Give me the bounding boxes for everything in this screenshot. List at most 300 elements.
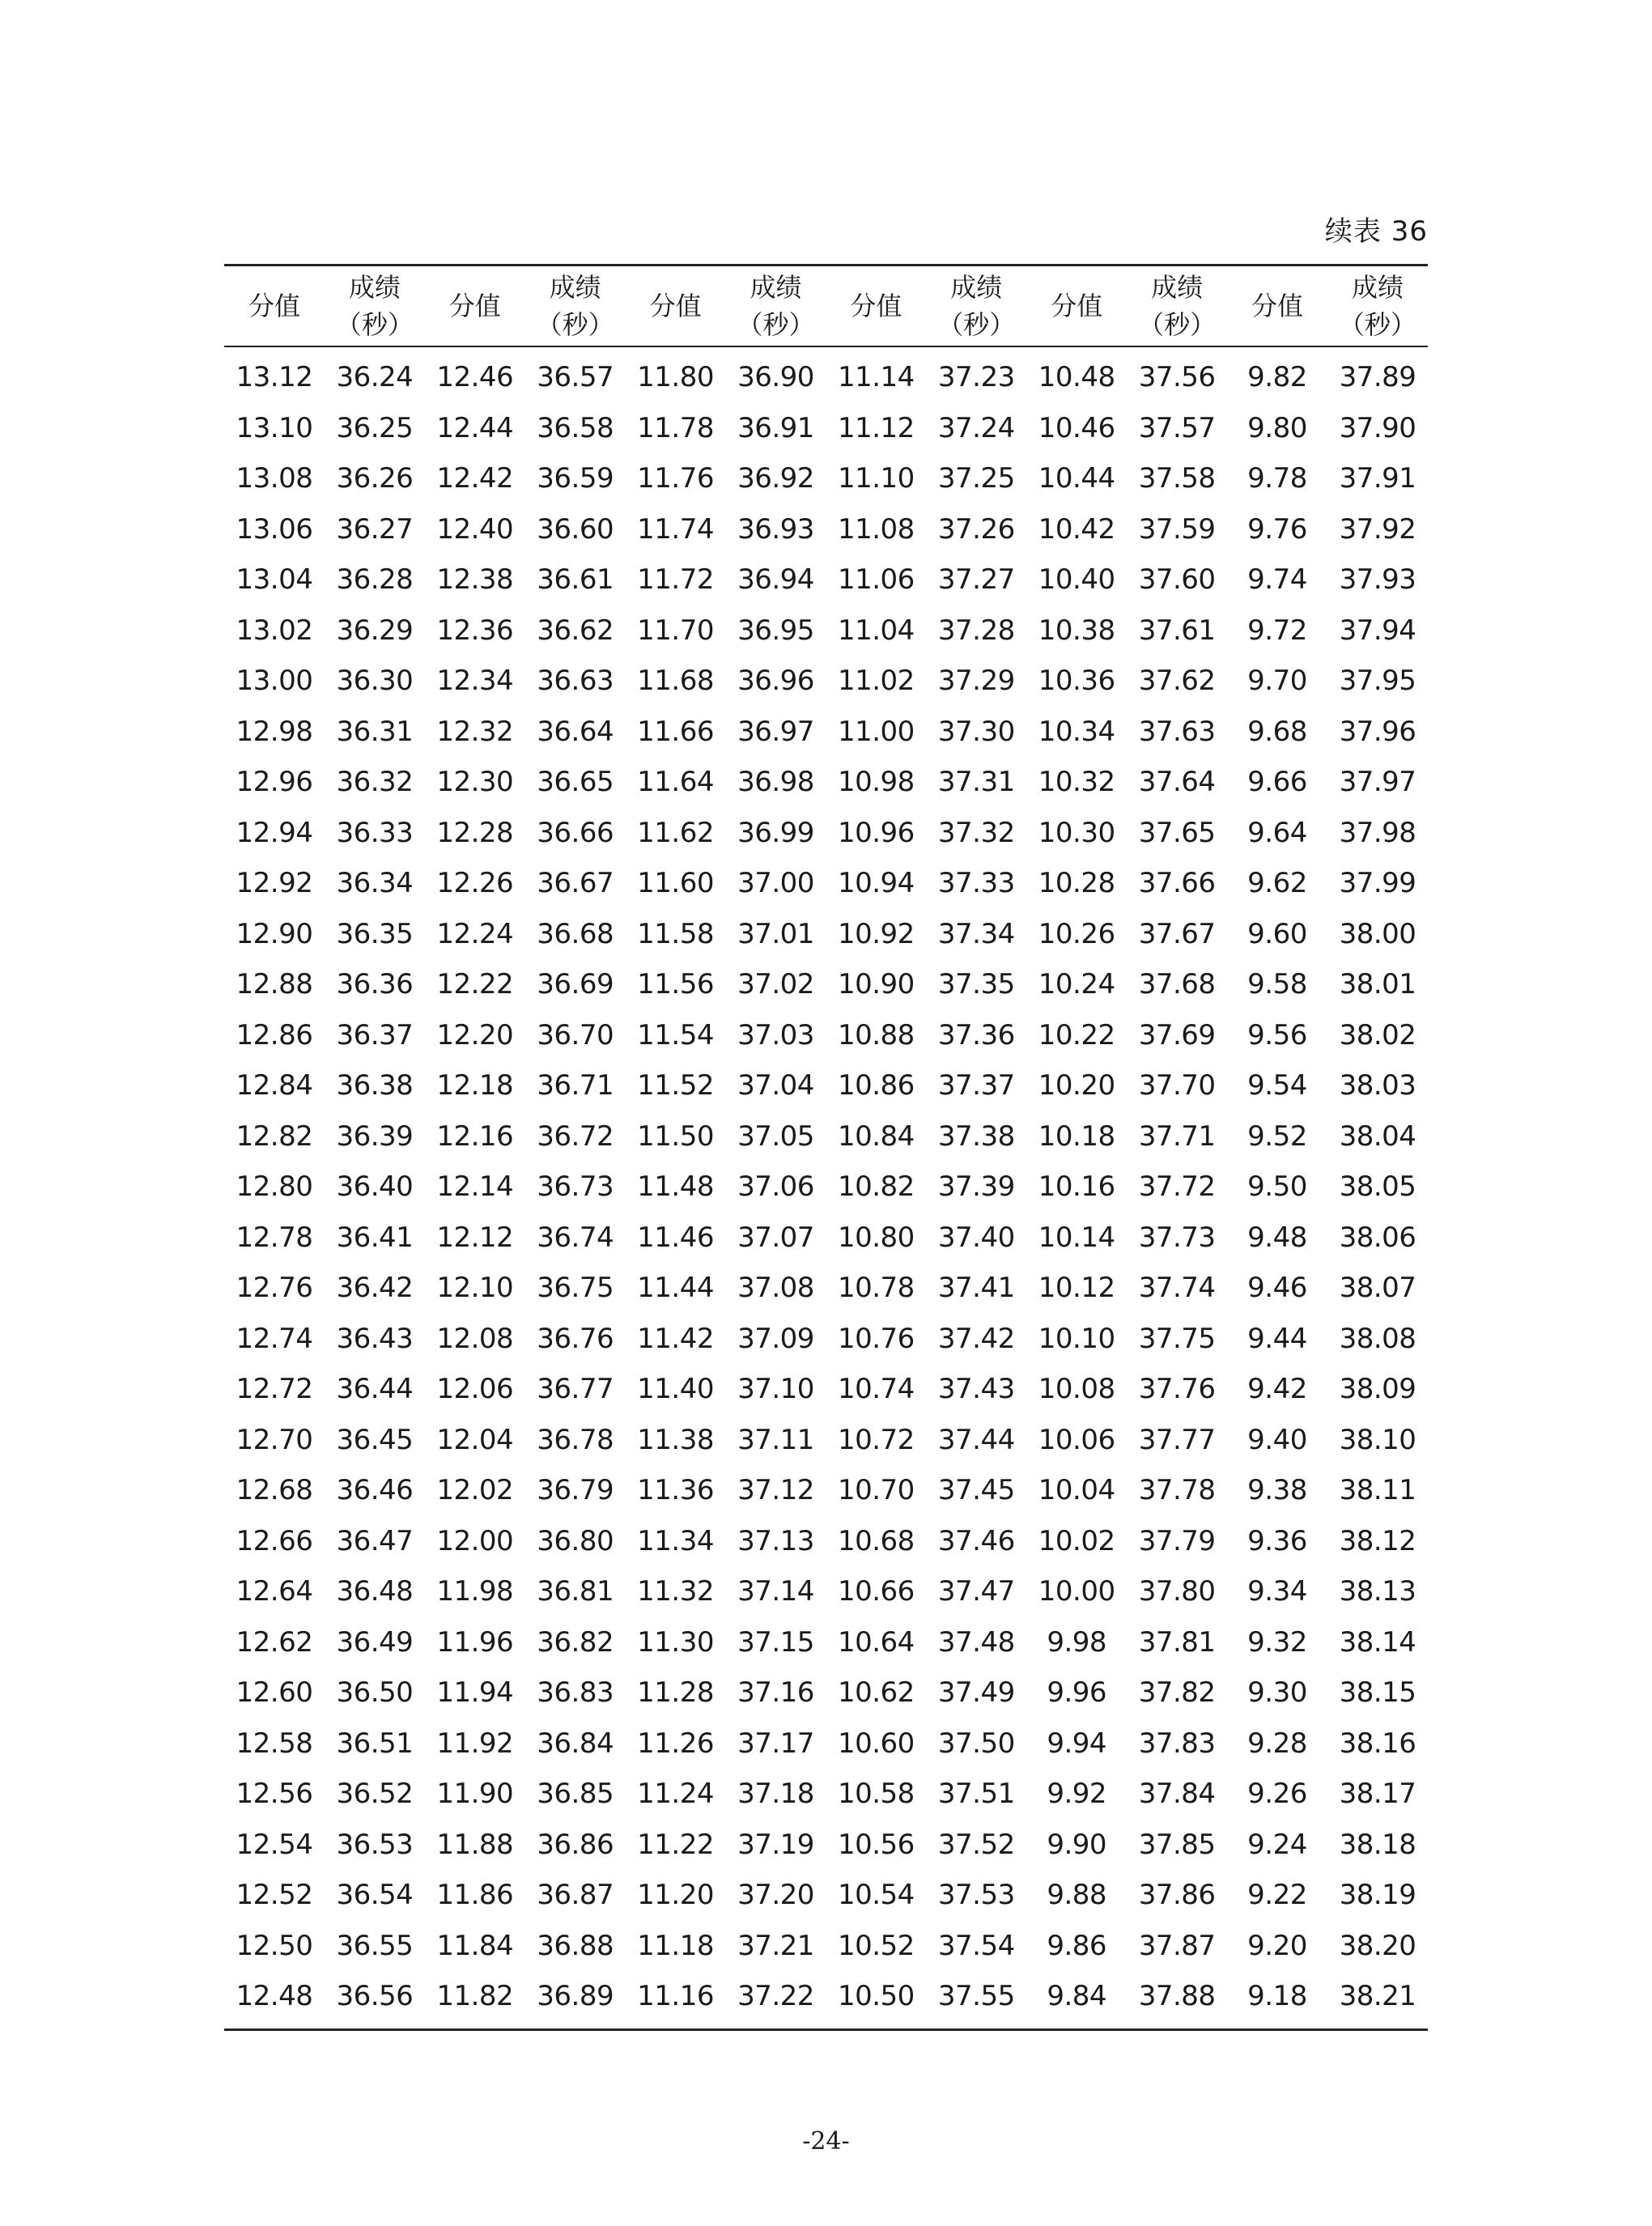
result-cell: 37.38	[937, 1119, 1015, 1153]
result-cell: 37.39	[937, 1170, 1015, 1204]
score-cell: 11.84	[436, 1929, 514, 1962]
table-row	[224, 1162, 1428, 1213]
result-cell: 38.18	[1339, 1828, 1416, 1861]
header-result	[525, 266, 626, 347]
score-cell: 10.74	[837, 1373, 915, 1406]
result-cell: 38.21	[1327, 1971, 1428, 2029]
score-cell: 10.58	[837, 1778, 915, 1811]
result-cell: 36.25	[336, 411, 414, 444]
result-cell: 37.79	[1138, 1524, 1216, 1557]
score-cell: 12.28	[436, 816, 514, 849]
result-cell: 36.56	[325, 1971, 425, 2029]
result-cell: 37.15	[737, 1625, 814, 1659]
score-cell: 11.20	[637, 1879, 714, 1912]
score-cell: 12.10	[436, 1272, 514, 1305]
result-cell: 36.26	[336, 462, 414, 495]
score-cell: 10.82	[837, 1170, 915, 1204]
score-cell: 10.56	[837, 1828, 915, 1861]
result-cell: 37.24	[937, 411, 1015, 444]
result-cell: 36.34	[336, 867, 414, 900]
result-cell: 36.31	[336, 715, 414, 748]
result-cell: 37.27	[937, 563, 1015, 597]
result-cell: 37.92	[1339, 512, 1416, 546]
result-cell: 36.90	[737, 361, 814, 394]
result-cell: 37.66	[1138, 867, 1216, 900]
result-cell: 37.11	[737, 1423, 814, 1456]
result-cell: 37.98	[1339, 816, 1416, 849]
result-cell: 36.53	[336, 1828, 414, 1861]
header-result-unit: （秒）	[1338, 309, 1416, 340]
score-cell: 10.04	[1038, 1474, 1115, 1507]
score-cell: 12.18	[436, 1069, 514, 1102]
score-cell: 10.68	[837, 1524, 915, 1557]
score-cell: 9.22	[1247, 1879, 1307, 1912]
result-cell: 36.42	[336, 1272, 414, 1305]
score-cell: 9.20	[1247, 1929, 1307, 1962]
result-cell: 37.70	[1138, 1069, 1216, 1102]
result-cell: 36.51	[336, 1727, 414, 1760]
score-cell: 11.28	[637, 1676, 714, 1710]
score-cell: 12.98	[236, 715, 313, 748]
result-cell: 38.04	[1339, 1119, 1416, 1153]
score-cell: 10.16	[1038, 1170, 1115, 1204]
result-cell: 37.36	[937, 1018, 1015, 1051]
result-cell: 37.94	[1339, 614, 1416, 647]
score-cell: 10.90	[837, 968, 915, 1001]
result-cell: 36.41	[336, 1221, 414, 1254]
result-cell: 36.24	[336, 361, 414, 394]
score-cell: 11.86	[436, 1879, 514, 1912]
table-row	[224, 909, 1428, 960]
result-cell: 37.83	[1138, 1727, 1216, 1760]
score-cell: 10.96	[837, 816, 915, 849]
result-cell: 37.17	[737, 1727, 814, 1760]
result-cell: 36.35	[336, 917, 414, 950]
score-cell: 11.22	[637, 1828, 714, 1861]
header-result-unit: （秒）	[937, 309, 1016, 340]
score-cell: 11.18	[637, 1929, 714, 1962]
score-cell: 11.62	[637, 816, 714, 849]
result-cell: 36.72	[537, 1119, 614, 1153]
score-cell: 11.02	[837, 665, 915, 698]
score-cell: 11.68	[637, 665, 714, 698]
score-cell: 12.32	[436, 715, 514, 748]
table-row	[224, 1111, 1428, 1162]
score-cell: 10.80	[837, 1221, 915, 1254]
result-cell: 37.55	[926, 1971, 1026, 2029]
result-cell: 37.65	[1138, 816, 1216, 849]
score-cell: 9.26	[1247, 1778, 1307, 1811]
score-cell: 10.60	[837, 1727, 915, 1760]
result-cell: 37.06	[737, 1170, 814, 1204]
score-cell: 13.06	[236, 512, 313, 546]
score-cell: 11.24	[637, 1778, 714, 1811]
result-cell: 36.97	[737, 715, 814, 748]
score-cell: 12.76	[236, 1272, 313, 1305]
score-cell: 12.58	[236, 1727, 313, 1760]
score-cell: 9.52	[1247, 1119, 1307, 1153]
result-cell: 36.54	[336, 1879, 414, 1912]
score-cell: 9.40	[1247, 1423, 1307, 1456]
result-cell: 38.14	[1339, 1625, 1416, 1659]
score-cell: 9.34	[1247, 1575, 1307, 1608]
score-cell: 9.32	[1247, 1625, 1307, 1659]
result-cell: 36.85	[537, 1778, 614, 1811]
result-cell: 37.58	[1138, 462, 1216, 495]
table-row	[224, 1921, 1428, 1972]
score-cell: 13.10	[236, 411, 313, 444]
result-cell: 37.02	[737, 968, 814, 1001]
result-cell: 38.20	[1339, 1929, 1416, 1962]
result-cell: 36.43	[336, 1322, 414, 1355]
score-cell: 11.90	[436, 1778, 514, 1811]
score-cell: 12.36	[436, 614, 514, 647]
result-cell: 37.71	[1138, 1119, 1216, 1153]
result-cell: 38.05	[1339, 1170, 1416, 1204]
result-cell: 36.55	[336, 1929, 414, 1962]
score-cell: 11.88	[436, 1828, 514, 1861]
result-cell: 38.19	[1339, 1879, 1416, 1912]
score-cell: 10.86	[837, 1069, 915, 1102]
score-cell: 10.72	[837, 1423, 915, 1456]
result-cell: 36.99	[737, 816, 814, 849]
score-cell: 11.76	[637, 462, 714, 495]
score-cell: 10.94	[837, 867, 915, 900]
result-cell: 37.28	[937, 614, 1015, 647]
score-cell: 9.54	[1247, 1069, 1307, 1102]
header-result-unit: （秒）	[536, 309, 614, 340]
result-cell: 37.04	[737, 1069, 814, 1102]
table-row	[224, 757, 1428, 808]
result-cell: 37.41	[937, 1272, 1015, 1305]
result-cell: 36.29	[336, 614, 414, 647]
score-cell: 10.28	[1038, 867, 1115, 900]
result-cell: 36.58	[537, 411, 614, 444]
score-cell: 11.94	[436, 1676, 514, 1710]
score-cell: 13.00	[236, 665, 313, 698]
result-cell: 37.52	[937, 1828, 1015, 1861]
table-row	[224, 808, 1428, 859]
result-cell: 37.31	[937, 766, 1015, 799]
score-cell: 11.34	[637, 1524, 714, 1557]
score-cell: 11.40	[637, 1373, 714, 1406]
score-cell: 12.12	[436, 1221, 514, 1254]
table-row	[224, 504, 1428, 555]
score-cell: 12.44	[436, 411, 514, 444]
score-cell: 10.12	[1038, 1272, 1115, 1305]
score-cell: 11.00	[837, 715, 915, 748]
result-cell: 37.30	[937, 715, 1015, 748]
result-cell: 37.12	[737, 1474, 814, 1507]
score-cell: 12.26	[436, 867, 514, 900]
score-cell: 12.04	[436, 1423, 514, 1456]
score-cell: 12.14	[436, 1170, 514, 1204]
result-cell: 36.92	[737, 462, 814, 495]
score-cell: 11.58	[637, 917, 714, 950]
score-cell: 12.22	[436, 968, 514, 1001]
score-cell: 11.36	[637, 1474, 714, 1507]
score-cell: 9.82	[1247, 361, 1307, 394]
score-cell: 9.98	[1047, 1625, 1107, 1659]
result-cell: 36.50	[336, 1676, 414, 1710]
result-cell: 37.46	[937, 1524, 1015, 1557]
score-cell: 10.40	[1038, 563, 1115, 597]
score-cell: 9.60	[1247, 917, 1307, 950]
result-cell: 38.09	[1339, 1373, 1416, 1406]
score-cell: 10.46	[1038, 411, 1115, 444]
score-cell: 10.02	[1038, 1524, 1115, 1557]
score-cell: 12.30	[436, 766, 514, 799]
score-cell: 9.44	[1247, 1322, 1307, 1355]
score-cell: 11.78	[637, 411, 714, 444]
score-cell: 9.38	[1247, 1474, 1307, 1507]
score-cell: 12.88	[236, 968, 313, 1001]
score-cell: 9.50	[1247, 1170, 1307, 1204]
score-cell: 11.12	[837, 411, 915, 444]
result-cell: 37.35	[937, 968, 1015, 1001]
result-cell: 37.88	[1127, 1971, 1227, 2029]
table-row	[224, 1617, 1428, 1668]
table-row	[224, 1060, 1428, 1111]
header-result-label: 成绩	[1151, 272, 1204, 303]
result-cell: 37.82	[1138, 1676, 1216, 1710]
result-cell: 36.69	[537, 968, 614, 1001]
result-cell: 37.68	[1138, 968, 1216, 1001]
score-cell: 10.38	[1038, 614, 1115, 647]
score-cell: 9.90	[1047, 1828, 1107, 1861]
result-cell: 37.09	[737, 1322, 814, 1355]
result-cell: 37.53	[937, 1879, 1015, 1912]
result-cell: 37.34	[937, 917, 1015, 950]
result-cell: 37.59	[1138, 512, 1216, 546]
score-cell: 9.66	[1247, 766, 1307, 799]
result-cell: 37.01	[737, 917, 814, 950]
result-cell: 37.37	[937, 1069, 1015, 1102]
score-cell: 9.94	[1047, 1727, 1107, 1760]
score-cell: 12.52	[236, 1879, 313, 1912]
result-cell: 36.57	[537, 361, 614, 394]
score-cell: 10.54	[837, 1879, 915, 1912]
score-cell: 12.08	[436, 1322, 514, 1355]
table-caption: 续表 36	[1324, 215, 1428, 248]
page-number: -24-	[802, 2127, 850, 2156]
score-cell: 11.42	[637, 1322, 714, 1355]
score-cell: 9.62	[1247, 867, 1307, 900]
result-cell: 38.12	[1339, 1524, 1416, 1557]
score-table	[224, 264, 1428, 2031]
score-cell: 13.02	[236, 614, 313, 647]
score-cell: 9.64	[1247, 816, 1307, 849]
result-cell: 36.74	[537, 1221, 614, 1254]
result-cell: 37.75	[1138, 1322, 1216, 1355]
result-cell: 36.73	[537, 1170, 614, 1204]
score-cell: 12.20	[436, 1018, 514, 1051]
result-cell: 37.56	[1138, 361, 1216, 394]
result-cell: 37.07	[737, 1221, 814, 1254]
score-cell: 11.92	[436, 1727, 514, 1760]
result-cell: 36.59	[537, 462, 614, 495]
score-cell: 10.06	[1038, 1423, 1115, 1456]
score-cell: 10.50	[826, 1971, 926, 2029]
score-cell: 9.88	[1047, 1879, 1107, 1912]
result-cell: 36.95	[737, 614, 814, 647]
result-cell: 36.61	[537, 563, 614, 597]
score-cell: 12.94	[236, 816, 313, 849]
score-cell: 11.64	[637, 766, 714, 799]
score-cell: 9.78	[1247, 462, 1307, 495]
score-cell: 11.66	[637, 715, 714, 748]
result-cell: 37.49	[937, 1676, 1015, 1710]
result-cell: 37.22	[726, 1971, 826, 2029]
result-cell: 36.88	[537, 1929, 614, 1962]
header-score: 分值	[1251, 291, 1304, 321]
result-cell: 38.08	[1339, 1322, 1416, 1355]
result-cell: 36.36	[336, 968, 414, 1001]
result-cell: 37.90	[1339, 411, 1416, 444]
score-cell: 10.08	[1038, 1373, 1115, 1406]
header-result	[726, 266, 826, 347]
score-cell: 10.20	[1038, 1069, 1115, 1102]
result-cell: 37.40	[937, 1221, 1015, 1254]
table-row	[224, 1010, 1428, 1061]
result-cell: 36.77	[537, 1373, 614, 1406]
score-cell: 11.96	[436, 1625, 514, 1659]
score-cell: 12.64	[236, 1575, 313, 1608]
result-cell: 37.51	[937, 1778, 1015, 1811]
result-cell: 36.98	[737, 766, 814, 799]
score-cell: 11.56	[637, 968, 714, 1001]
result-cell: 37.96	[1339, 715, 1416, 748]
header-result-label: 成绩	[348, 272, 401, 303]
score-cell: 12.82	[236, 1119, 313, 1153]
result-cell: 37.32	[937, 816, 1015, 849]
score-cell: 12.40	[436, 512, 514, 546]
score-cell: 12.02	[436, 1474, 514, 1507]
result-cell: 37.76	[1138, 1373, 1216, 1406]
score-cell: 11.14	[837, 361, 915, 394]
table-row	[224, 1769, 1428, 1820]
score-cell: 11.38	[637, 1423, 714, 1456]
result-cell: 37.63	[1138, 715, 1216, 748]
result-cell: 37.61	[1138, 614, 1216, 647]
table-body	[224, 346, 1428, 2029]
score-cell: 12.50	[236, 1929, 313, 1962]
result-cell: 37.89	[1339, 361, 1416, 394]
score-cell: 10.44	[1038, 462, 1115, 495]
result-cell: 36.66	[537, 816, 614, 849]
score-cell: 10.00	[1038, 1575, 1115, 1608]
score-cell: 12.70	[236, 1423, 313, 1456]
score-cell: 12.00	[436, 1524, 514, 1557]
result-cell: 38.01	[1339, 968, 1416, 1001]
score-cell: 12.56	[236, 1778, 313, 1811]
result-cell: 36.45	[336, 1423, 414, 1456]
score-cell: 10.62	[837, 1676, 915, 1710]
result-cell: 36.79	[537, 1474, 614, 1507]
header-result	[926, 266, 1026, 347]
result-cell: 37.85	[1138, 1828, 1216, 1861]
result-cell: 36.47	[336, 1524, 414, 1557]
score-cell: 11.10	[837, 462, 915, 495]
result-cell: 36.46	[336, 1474, 414, 1507]
result-cell: 38.16	[1339, 1727, 1416, 1760]
score-cell: 12.90	[236, 917, 313, 950]
score-cell: 10.10	[1038, 1322, 1115, 1355]
score-cell: 12.72	[236, 1373, 313, 1406]
table-row	[224, 403, 1428, 454]
score-cell: 10.92	[837, 917, 915, 950]
header-score: 分值	[248, 291, 300, 321]
result-cell: 37.47	[937, 1575, 1015, 1608]
result-cell: 37.95	[1339, 665, 1416, 698]
score-cell: 11.74	[637, 512, 714, 546]
score-cell: 12.78	[236, 1221, 313, 1254]
score-cell: 11.26	[637, 1727, 714, 1760]
result-cell: 36.48	[336, 1575, 414, 1608]
score-cell: 12.86	[236, 1018, 313, 1051]
result-cell: 37.81	[1138, 1625, 1216, 1659]
header-score: 分值	[649, 291, 702, 321]
result-cell: 36.80	[537, 1524, 614, 1557]
score-cell: 10.34	[1038, 715, 1115, 748]
score-cell: 10.84	[837, 1119, 915, 1153]
score-cell: 10.64	[837, 1625, 915, 1659]
score-cell: 10.22	[1038, 1018, 1115, 1051]
result-cell: 37.73	[1138, 1221, 1216, 1254]
score-cell: 12.38	[436, 563, 514, 597]
table-row	[224, 1415, 1428, 1466]
score-cell: 9.56	[1247, 1018, 1307, 1051]
table-row	[224, 1870, 1428, 1921]
table-row	[224, 346, 1428, 403]
result-cell: 37.57	[1138, 411, 1216, 444]
result-cell: 36.62	[537, 614, 614, 647]
score-cell: 9.68	[1247, 715, 1307, 748]
result-cell: 37.80	[1138, 1575, 1216, 1608]
score-cell: 10.70	[837, 1474, 915, 1507]
result-cell: 37.10	[737, 1373, 814, 1406]
result-cell: 38.03	[1339, 1069, 1416, 1102]
score-cell: 11.30	[637, 1625, 714, 1659]
score-cell: 12.48	[224, 1971, 325, 2029]
header-result	[1127, 266, 1227, 347]
header-result-label: 成绩	[950, 272, 1003, 303]
result-cell: 38.10	[1339, 1423, 1416, 1456]
score-cell: 9.86	[1047, 1929, 1107, 1962]
score-cell: 11.08	[837, 512, 915, 546]
table-row	[224, 1263, 1428, 1314]
result-cell: 36.65	[537, 766, 614, 799]
result-cell: 37.03	[737, 1018, 814, 1051]
table-row	[224, 1516, 1428, 1567]
score-cell: 12.92	[236, 867, 313, 900]
result-cell: 36.70	[537, 1018, 614, 1051]
header-result-unit: （秒）	[1138, 309, 1217, 340]
header-score: 分值	[448, 291, 501, 321]
score-cell: 9.74	[1247, 563, 1307, 597]
score-cell: 11.80	[637, 361, 714, 394]
score-cell: 9.28	[1247, 1727, 1307, 1760]
table-row	[224, 453, 1428, 504]
score-cell: 9.18	[1227, 1971, 1327, 2029]
result-cell: 38.17	[1339, 1778, 1416, 1811]
score-cell: 10.36	[1038, 665, 1115, 698]
result-cell: 37.13	[737, 1524, 814, 1557]
table-row	[224, 959, 1428, 1010]
header-score: 分值	[850, 291, 902, 321]
score-cell: 9.58	[1247, 968, 1307, 1001]
result-cell: 36.83	[537, 1676, 614, 1710]
